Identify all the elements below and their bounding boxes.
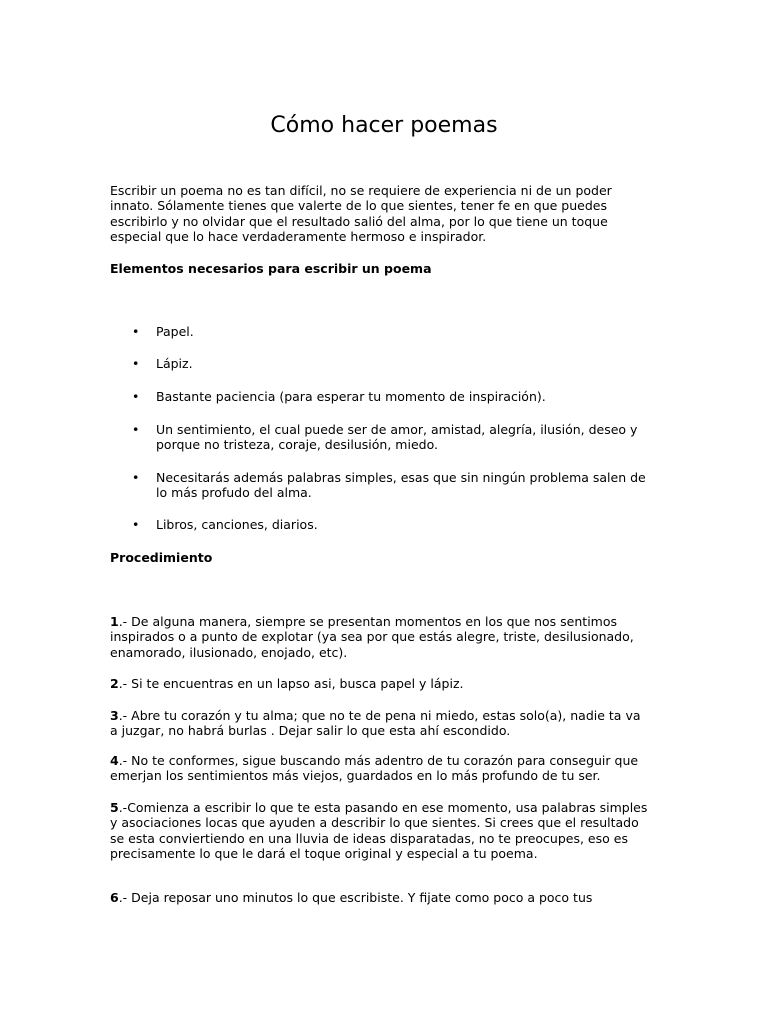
bullet-icon: • [132,470,140,485]
list-item [132,517,656,532]
bullet-icon: • [132,356,140,371]
step-text: Comienza a escribir lo que te esta pasando en ese momento, usa palabras simples y asociaciones locas que ayuden a describir lo que sientes. Si crees que el resultado se esta conviertiendo en una lluvia de ideas disparatadas, no te preocupes, eso es precisamente lo que le dará el toque original y especial a tu poema. [110,800,648,862]
list-item-text: Necesitarás además palabras simples, esas que sin ningún problema salen de lo más profudo del alma. [156,470,646,501]
bullet-icon: • [132,517,140,532]
step-separator: .- [118,753,128,768]
step-text: Deja reposar uno minutos lo que escribiste. Y fijate como poco a poco tus [127,890,593,905]
elements-heading: Elementos necesarios para escribir un poema [110,261,432,276]
procedure-step [110,890,650,905]
step-separator: .- [118,708,128,723]
procedure-step [110,676,650,691]
step-number: 6 [110,890,119,905]
step-text: Si te encuentras en un lapso asi, busca papel y lápiz. [127,676,464,691]
step-number: 1 [110,614,119,629]
procedure-step [110,708,650,739]
step-text: No te conformes, sigue buscando más adentro de tu corazón para conseguir que emerjan los sentimientos más viejos, guardados en lo más profundo de tu ser. [110,753,639,784]
step-number: 3 [110,708,119,723]
list-item-text: Un sentimiento, el cual puede ser de amor, amistad, alegría, ilusión, deseo y porque no tristeza, coraje, desilusión, miedo. [156,422,638,453]
list-item [132,389,656,404]
step-number: 2 [110,676,119,691]
procedure-heading: Procedimiento [110,550,213,565]
step-number: 5 [110,800,119,815]
list-item-text: Libros, canciones, diarios. [156,517,318,532]
step-number: 4 [110,753,119,768]
document-title: Cómo hacer poemas [270,113,498,138]
list-item [132,356,656,371]
intro-paragraph: Escribir un poema no es tan difícil, no se requiere de experiencia ni de un poder innato. Sólamente tienes que valerte de lo que sientes, tener fe en que puedes escribirlo y no olvidar que el resultado salió del alma, por lo que tiene un toque especial que lo hace verdaderamente hermoso e inspirador. [110,183,612,245]
procedure-step [110,800,650,862]
step-separator: .- [118,800,128,815]
step-separator: .- [118,676,128,691]
list-item-text: Bastante paciencia (para esperar tu momento de inspiración). [156,389,546,404]
list-item-text: Lápiz. [156,356,193,371]
list-item [132,470,656,501]
list-item-text: Papel. [156,324,194,339]
list-item [132,422,656,453]
bullet-icon: • [132,389,140,404]
step-text: De alguna manera, siempre se presentan momentos en los que nos sentimos inspirados o a punto de explotar (ya sea por que estás alegre, triste, desilusionado, enamorado, ilusionado, enojado, etc). [110,614,634,660]
step-text: Abre tu corazón y tu alma; que no te de pena ni miedo, estas solo(a), nadie ta va a juzgar, no habrá burlas . Dejar salir lo que esta ahí escondido. [110,708,641,739]
step-separator: .- [118,614,128,629]
bullet-icon: • [132,324,140,339]
procedure-step [110,614,650,660]
list-item [132,324,656,339]
step-separator: .- [118,890,128,905]
bullet-icon: • [132,422,140,437]
procedure-step [110,753,650,784]
